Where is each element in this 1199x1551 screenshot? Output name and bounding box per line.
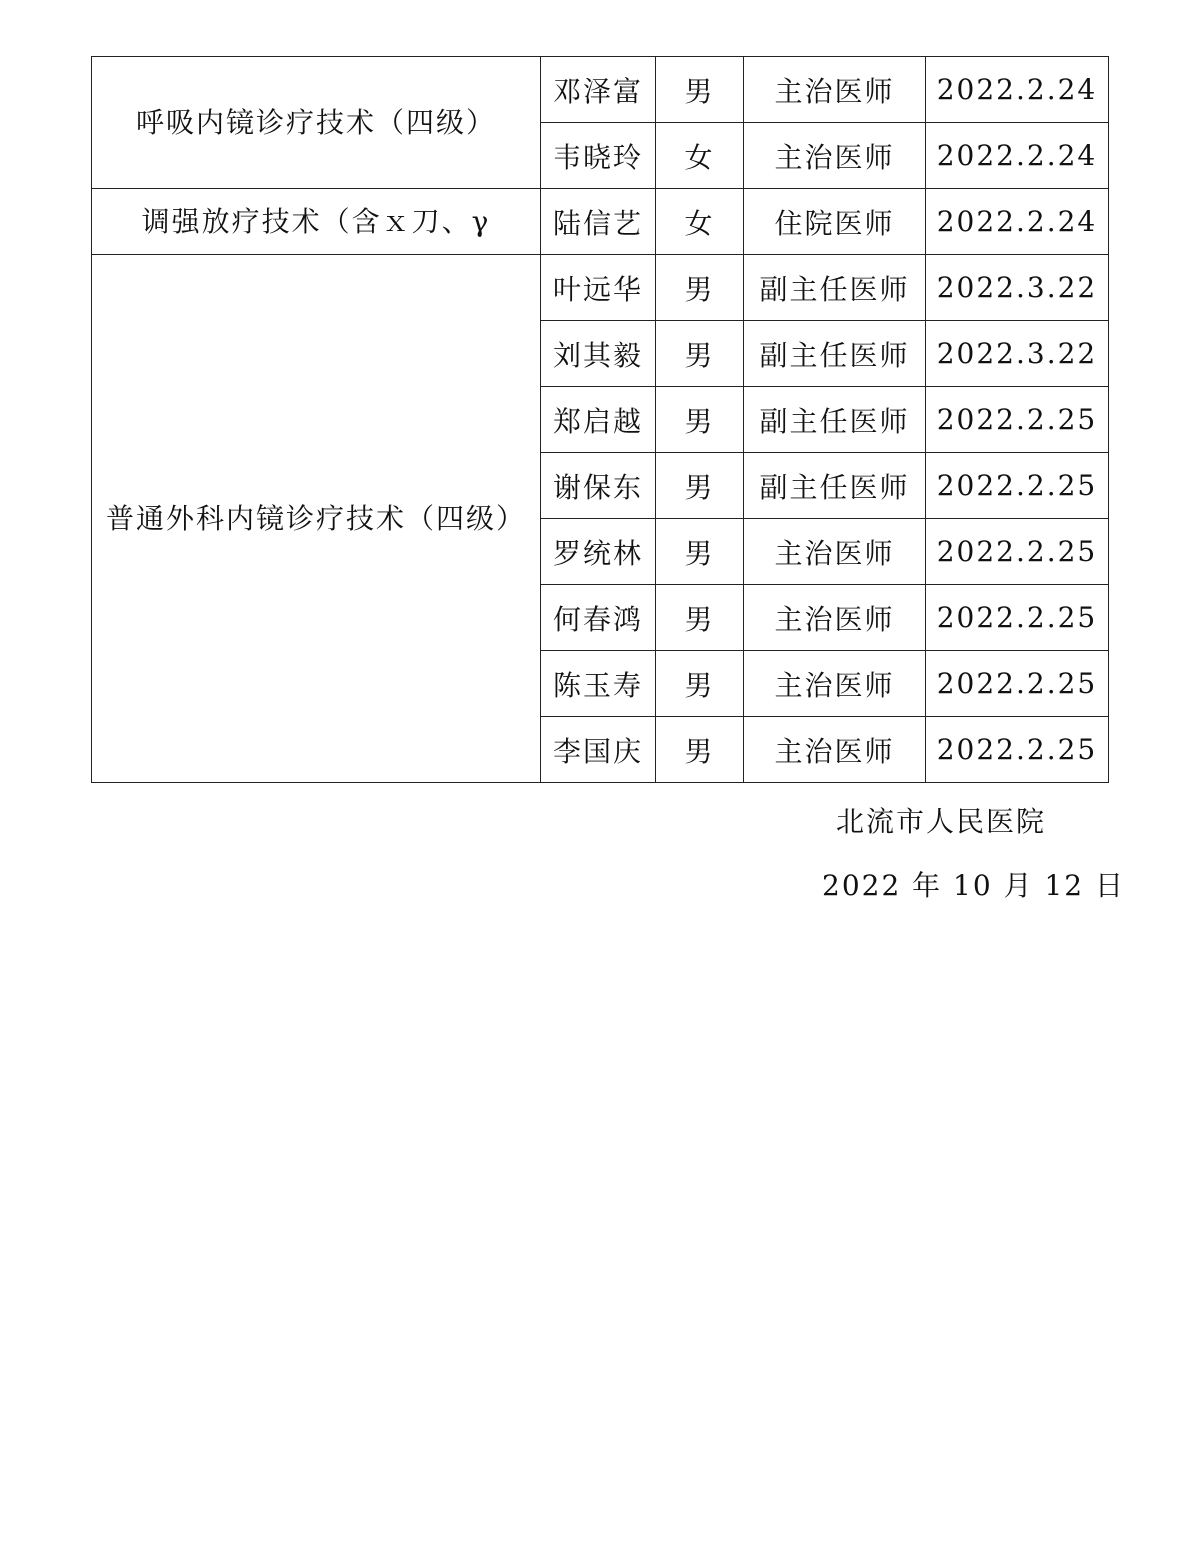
name-cell: 陈玉寿 (541, 651, 656, 717)
date-cell: 2022.2.25 (926, 453, 1109, 519)
title-cell: 住院医师 (744, 189, 926, 255)
name-cell: 郑启越 (541, 387, 656, 453)
name-cell: 李国庆 (541, 717, 656, 783)
name-cell: 罗统林 (541, 519, 656, 585)
name-cell: 叶远华 (541, 255, 656, 321)
date-cell: 2022.3.22 (926, 255, 1109, 321)
date-cell: 2022.2.24 (926, 123, 1109, 189)
issue-date: 2022 年 10 月 12 日 (822, 869, 1126, 902)
sex-cell: 男 (656, 387, 744, 453)
title-cell: 副主任医师 (744, 321, 926, 387)
sex-cell: 男 (656, 585, 744, 651)
title-cell: 副主任医师 (744, 255, 926, 321)
date-cell: 2022.2.25 (926, 717, 1109, 783)
sex-cell: 男 (656, 57, 744, 123)
issuing-organization: 北流市人民医院 (836, 805, 1047, 838)
name-cell: 邓泽富 (541, 57, 656, 123)
technique-cell: 调强放疗技术（含ｘ刀、γ (92, 189, 541, 255)
title-cell: 副主任医师 (744, 453, 926, 519)
personnel-table (91, 56, 1109, 783)
sex-cell: 男 (656, 519, 744, 585)
technique-cell: 普通外科内镜诊疗技术（四级） (92, 255, 541, 783)
date-cell: 2022.2.24 (926, 57, 1109, 123)
sex-cell: 男 (656, 651, 744, 717)
date-cell: 2022.2.24 (926, 189, 1109, 255)
sex-cell: 男 (656, 255, 744, 321)
title-cell: 主治医师 (744, 519, 926, 585)
title-cell: 主治医师 (744, 123, 926, 189)
title-cell: 副主任医师 (744, 387, 926, 453)
personnel-table-body (92, 57, 1109, 783)
title-cell: 主治医师 (744, 651, 926, 717)
sex-cell: 男 (656, 321, 744, 387)
date-cell: 2022.2.25 (926, 651, 1109, 717)
sex-cell: 男 (656, 717, 744, 783)
name-cell: 谢保东 (541, 453, 656, 519)
table-row (92, 255, 1109, 321)
title-cell: 主治医师 (744, 585, 926, 651)
title-cell: 主治医师 (744, 57, 926, 123)
date-cell: 2022.3.22 (926, 321, 1109, 387)
name-cell: 韦晓玲 (541, 123, 656, 189)
sex-cell: 女 (656, 189, 744, 255)
name-cell: 刘其毅 (541, 321, 656, 387)
sex-cell: 男 (656, 453, 744, 519)
name-cell: 陆信艺 (541, 189, 656, 255)
table-row (92, 189, 1109, 255)
title-cell: 主治医师 (744, 717, 926, 783)
table-row (92, 57, 1109, 123)
sex-cell: 女 (656, 123, 744, 189)
date-cell: 2022.2.25 (926, 585, 1109, 651)
name-cell: 何春鸿 (541, 585, 656, 651)
technique-cell: 呼吸内镜诊疗技术（四级） (92, 57, 541, 189)
date-cell: 2022.2.25 (926, 519, 1109, 585)
date-cell: 2022.2.25 (926, 387, 1109, 453)
